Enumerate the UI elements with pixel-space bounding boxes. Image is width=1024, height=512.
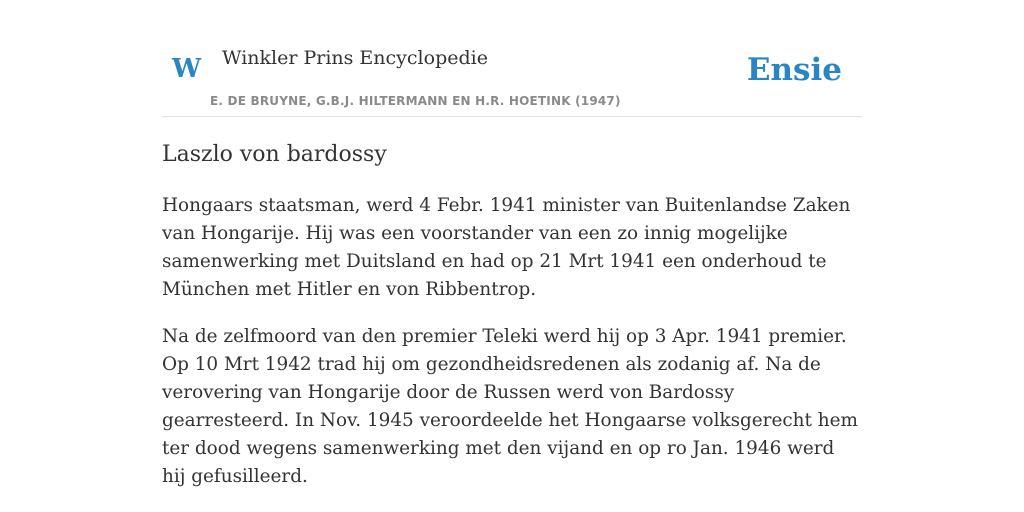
source-authors: E. DE BRUYNE, G.B.J. HILTERMANN EN H.R. HOETINK (1947) <box>210 94 621 108</box>
article-body <box>162 192 862 510</box>
source-title[interactable]: Winkler Prins Encyclopedie <box>222 47 488 69</box>
article-paragraph: Hongaars staatsman, werd 4 Febr. 1941 minister van Buitenlandse Zaken van Hongarije. Hij was een voorstander van een zo innig mogelijke samenwerking met Duitsland en had op 21 Mrt 1941 een onderhoud te München met Hitler en von Ribbentrop. <box>162 195 851 300</box>
page-container <box>162 0 862 487</box>
winkler-prins-logo[interactable]: W <box>172 54 202 84</box>
article-title: Laszlo von bardossy <box>162 142 387 167</box>
article-paragraph: Na de zelfmoord van den premier Teleki werd hij op 3 Apr. 1941 premier. Op 10 Mrt 1942 trad hij om gezondheidsredenen als zodanig af. Na de verovering van Hongarije door de Russen werd von Bardossy gearresteerd. In Nov. 1945 veroordeelde het Hongaarse volksgerecht hem ter dood wegens samenwerking met den vijand en op ro Jan. 1946 werd hij gefusilleerd. <box>162 326 858 487</box>
ensie-logo[interactable]: Ensie <box>746 52 842 88</box>
source-header <box>162 0 862 117</box>
